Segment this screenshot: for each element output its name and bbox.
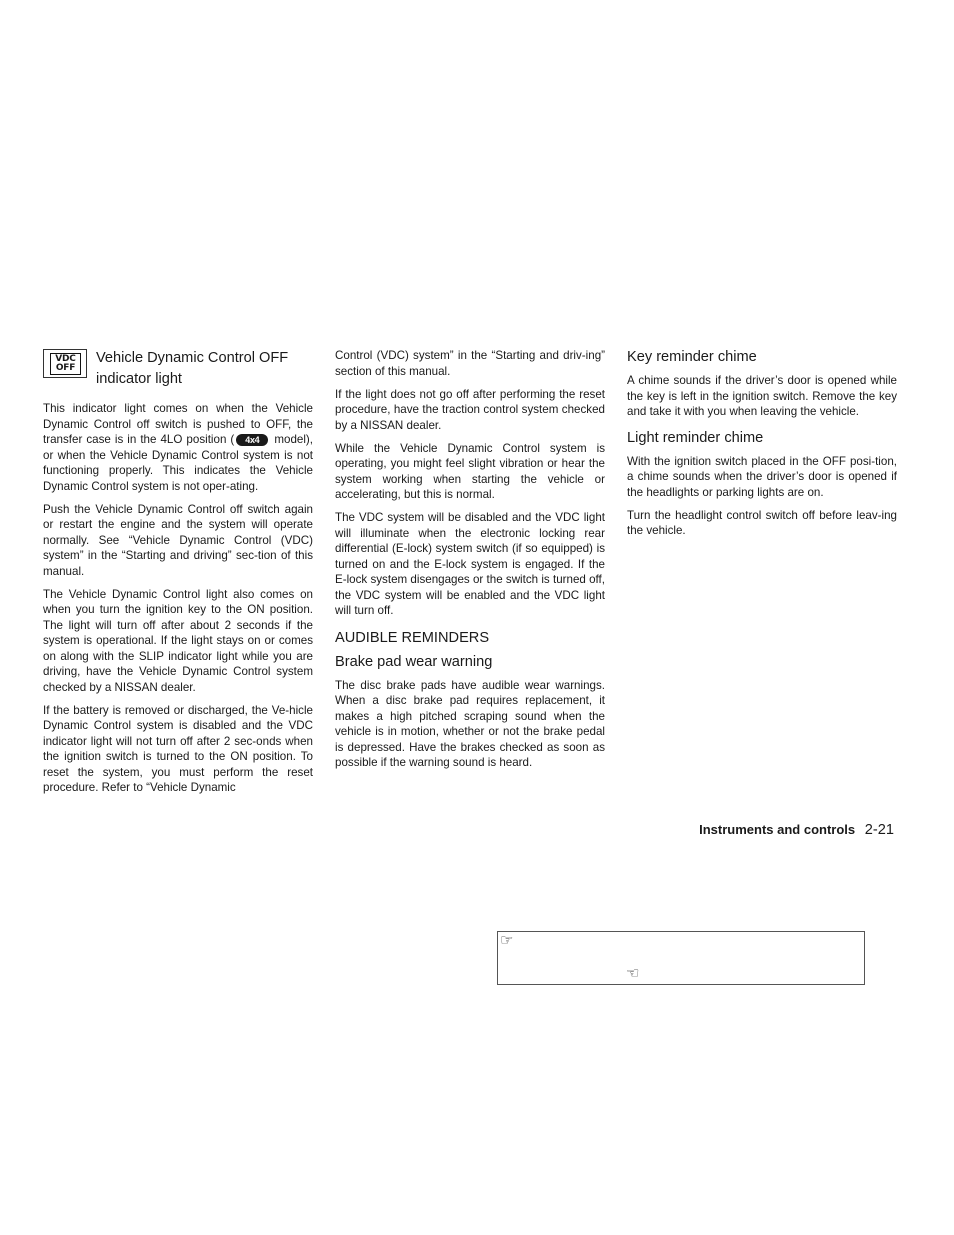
vdc-off-heading [43, 348, 313, 390]
paragraph: If the battery is removed or discharged, the Ve-hicle Dynamic Control system is disabled and the VDC indicator light will not turn off after 2 sec-onds when the ignition switch is turned to the ON position. To reset the system, you must perform the reset procedure. Refer to “Vehicle Dynamic [43, 703, 313, 794]
paragraph-text: This indicator light comes on when the Vehicle Dynamic Control off switch is pushed to OFF, the transfer case is in the 4LO position ( [43, 402, 313, 446]
paragraph: While the Vehicle Dynamic Control system is operating, you might feel slight vibration or hear the system working when starting the vehicle or accelerating, but this is normal. [335, 441, 605, 501]
column-right [627, 348, 897, 546]
subheading-brake-pad: Brake pad wear warning [335, 653, 493, 670]
paragraph: The VDC system will be disabled and the VDC light will illuminate when the electronic locking rear differential (E-lock) system switch (if so equipped) is turned on and the E-lock system is engaged. If the E-lock system disengages or the switch is turned off, the VDC system will be enabled and the VDC light will turn off. [335, 511, 605, 617]
paragraph [43, 401, 313, 494]
paragraph: If the light does not go off after performing the reset procedure, have the traction control system checked by a NISSAN dealer. [335, 387, 605, 432]
vdc-off-title: Vehicle Dynamic Control OFF indicator light [96, 350, 289, 387]
4x4-icon: 4x4 [236, 434, 268, 446]
paragraph-text: model), or when the Vehicle Dynamic Control system is not functioning properly. This indicates the Vehicle Dynamic Control system is not oper-ating. [43, 433, 313, 493]
vdc-icon-line1: VDC [55, 353, 76, 364]
subheading-light-reminder: Light reminder chime [627, 429, 764, 446]
column-left [43, 348, 313, 803]
section-heading-audible-reminders: AUDIBLE REMINDERS [335, 629, 490, 646]
vdc-icon-line2: OFF [55, 363, 76, 373]
paragraph: With the ignition switch placed in the OFF posi-tion, a chime sounds when the driver’s door is opened if the headlights or parking lights are on. [627, 454, 897, 499]
paragraph: A chime sounds if the driver’s door is opened while the key is left in the ignition switch. Remove the key and take it with you when leaving the vehicle. [627, 374, 897, 418]
paragraph: Control (VDC) system” in the “Starting and driv-ing” section of this manual. [335, 349, 605, 378]
paragraph: The Vehicle Dynamic Control light also comes on when you turn the ignition key to the ON position. The light will turn off after about 2 seconds if the system is operational. If the light stays on or comes on along with the SLIP indicator light while you are driving, have the Vehicle Dynamic Control system checked by a NISSAN dealer. [43, 587, 313, 694]
column-middle [335, 348, 605, 778]
page-number: 2-21 [864, 822, 894, 838]
pointing-hand-right-icon: ☞ [500, 932, 514, 949]
paragraph: Turn the headlight control switch off before leav-ing the vehicle. [627, 508, 897, 537]
footer-section-title: Instruments and controls [699, 822, 856, 837]
paragraph: The disc brake pads have audible wear warnings. When a disc brake pad requires replacement, it makes a high pitched scraping sound when the vehicle is in motion, whether or not the brake pedal is depressed. Have the brakes checked as soon as possible if the warning sound is heard. [335, 678, 605, 769]
vdc-off-indicator-icon [43, 349, 87, 378]
pointing-hand-left-icon: ☜ [626, 965, 640, 982]
subheading-key-reminder: Key reminder chime [627, 349, 757, 365]
note-box [497, 931, 865, 985]
page-footer [699, 820, 894, 840]
paragraph: Push the Vehicle Dynamic Control off switch again or restart the engine and the system will operate normally. See “Vehicle Dynamic Control (VDC) system” in the “Starting and driving” sec-tion of this manual. [43, 502, 313, 578]
